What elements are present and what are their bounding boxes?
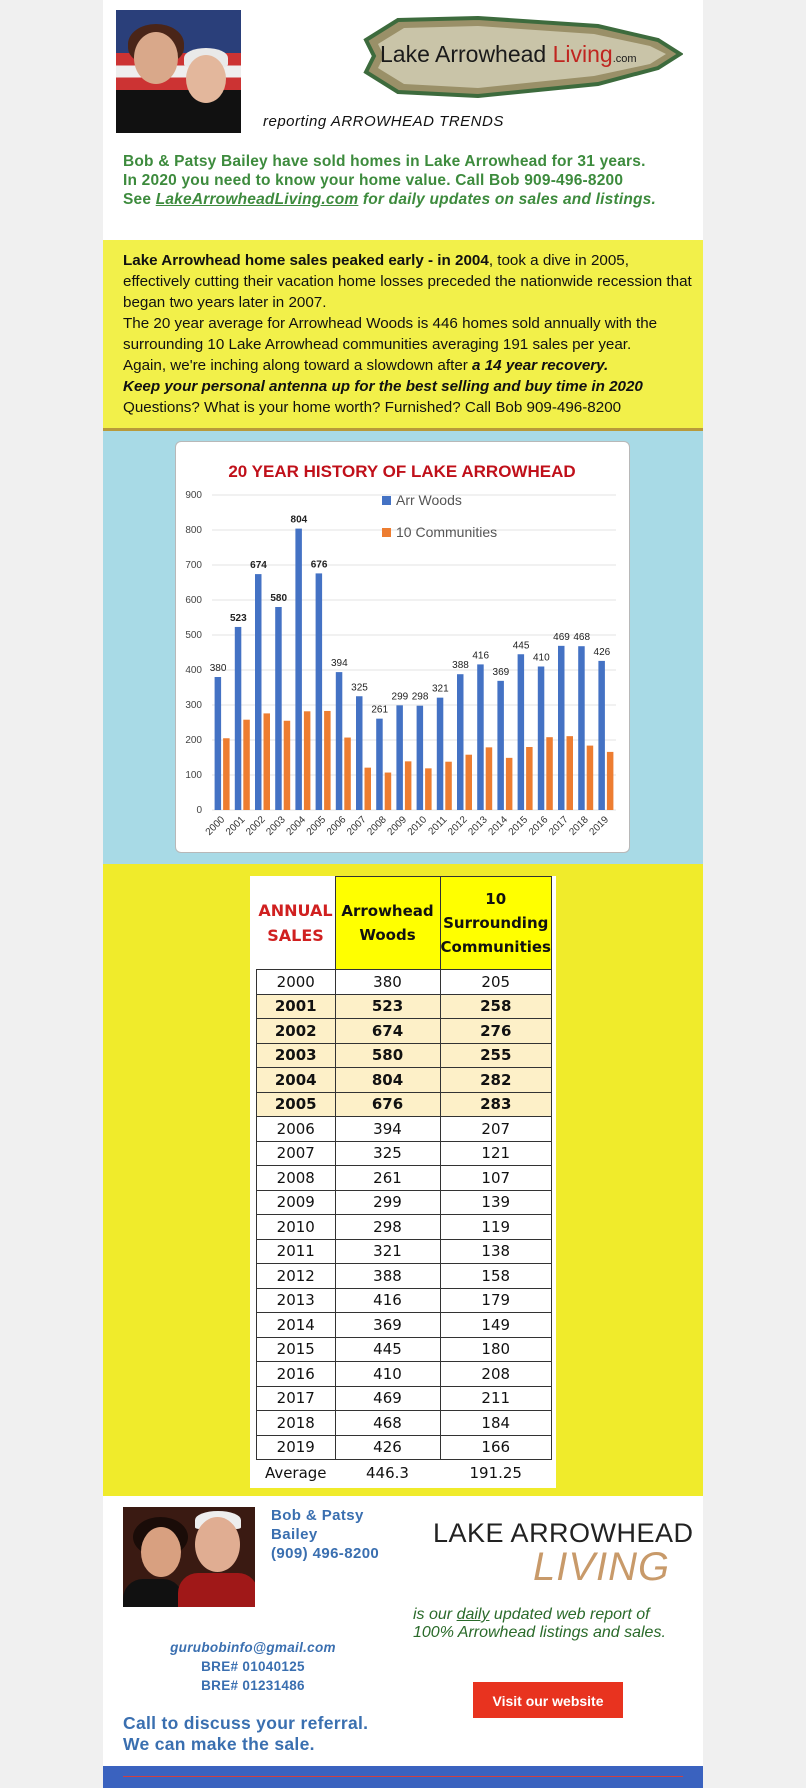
y-tick-label: 0: [196, 805, 202, 816]
x-tick-label: 2019: [587, 814, 612, 838]
agents-photo: [116, 10, 241, 133]
table-cell-year: 2017: [257, 1386, 336, 1411]
intro-text: Bob & Patsy Bailey have sold homes in Lake Arrowhead for 31 years. In 2020 you need to know your home value. Call Bob 909-496-8200 See LakeArrowheadLiving.com for daily updates on sales and listings.: [123, 153, 656, 208]
sales-history-chart: [176, 442, 629, 852]
lake-arrowhead-living-logo[interactable]: [358, 10, 683, 102]
table-header-row: [257, 877, 552, 970]
bar-10-communities: [365, 768, 372, 810]
table-cell-woods: 380: [335, 970, 440, 995]
table-cell-comm: 158: [440, 1264, 551, 1289]
trend-heading: reporting ARROWHEAD TRENDS: [263, 113, 504, 130]
table-cell-year: 2011: [257, 1239, 336, 1264]
bre-number-1: BRE# 01040125: [201, 1659, 305, 1674]
bar-10-communities: [243, 720, 250, 810]
table-row: [257, 1288, 552, 1313]
bar-10-communities: [405, 761, 412, 810]
table-cell-woods: 676: [335, 1092, 440, 1117]
x-tick-label: 2005: [304, 814, 329, 838]
table-cell-woods: 580: [335, 1043, 440, 1068]
bar-arr-woods: [275, 607, 282, 810]
bar-arr-woods: [437, 698, 444, 810]
data-label: 410: [532, 652, 550, 664]
data-label: 426: [593, 646, 611, 658]
table-row: [257, 1435, 552, 1460]
table-cell-year: 2012: [257, 1264, 336, 1289]
bar-arr-woods: [235, 627, 242, 810]
call-to-action: Call to discuss your referral. We can make the sale.: [123, 1713, 369, 1754]
table-cell-year: 2015: [257, 1337, 336, 1362]
header-annual-sales: ANNUAL SALES: [258, 900, 333, 945]
data-label: 445: [512, 640, 530, 652]
bar-10-communities: [607, 752, 614, 810]
bar-arr-woods: [417, 706, 424, 810]
table-row: [257, 1411, 552, 1436]
highlight-p5: Questions? What is your home worth? Furnished? Call Bob 909-496-8200: [123, 399, 622, 416]
data-label: 394: [330, 658, 348, 670]
newsletter-page: [103, 0, 703, 1788]
data-label: 580: [270, 593, 288, 604]
header-surrounding-communities: 10 Surrounding Communities: [440, 877, 551, 970]
highlight-p1: Lake Arrowhead home sales peaked early - in 2004, took a dive in 2005, effectively cutting their vacation home losses preceded the nationwide recession that began two years later in 2007.: [123, 252, 692, 311]
bar-10-communities: [425, 768, 432, 810]
x-tick-label: 2000: [203, 814, 228, 838]
data-label: 416: [472, 650, 490, 662]
table-card: [250, 876, 556, 1488]
data-label: 468: [573, 632, 591, 644]
lake-arrowhead-living-link[interactable]: LakeArrowheadLiving.com: [155, 191, 359, 208]
bar-arr-woods: [538, 667, 545, 811]
table-row: [257, 1386, 552, 1411]
bar-arr-woods: [336, 672, 343, 810]
average-cell-label: Average: [264, 1464, 327, 1482]
highlight-panel: [103, 240, 703, 431]
table-cell-comm: 138: [440, 1239, 551, 1264]
table-row: [257, 1141, 552, 1166]
highlight-p3: Again, we're inching along toward a slowdown after a 14 year recovery.: [123, 357, 609, 374]
x-tick-label: 2013: [466, 814, 490, 838]
chart-card: [175, 441, 630, 853]
table-cell-woods: 261: [335, 1166, 440, 1191]
email-link[interactable]: gurubobinfo@gmail.com: [170, 1640, 336, 1655]
highlight-p2: The 20 year average for Arrowhead Woods is 446 homes sold annually with the surrounding 10 Lake Arrowhead communities averaging 191 sales per year.: [123, 315, 658, 353]
data-label: 299: [391, 691, 409, 703]
table-cell-year: 2009: [257, 1190, 336, 1215]
table-cell-comm: 166: [440, 1435, 551, 1460]
bar-10-communities: [567, 736, 574, 810]
y-tick-label: 400: [185, 665, 202, 676]
bar-10-communities: [223, 738, 230, 810]
table-row: [257, 1313, 552, 1338]
logo-text: Lake Arrowhead Living.com: [380, 41, 637, 67]
table-average-row: [257, 1460, 552, 1487]
table-cell-comm: 207: [440, 1117, 551, 1142]
bar-10-communities: [304, 711, 311, 810]
bar-arr-woods: [295, 529, 302, 810]
bar-arr-woods: [598, 661, 605, 810]
bar-10-communities: [546, 737, 553, 810]
table-cell-comm: 276: [440, 1019, 551, 1044]
table-cell-woods: 298: [335, 1215, 440, 1240]
table-cell-comm: 121: [440, 1141, 551, 1166]
data-label: 676: [310, 559, 328, 571]
bar-10-communities: [466, 755, 473, 810]
data-label: 298: [411, 691, 429, 703]
table-cell-woods: 445: [335, 1337, 440, 1362]
table-cell-woods: 369: [335, 1313, 440, 1338]
footer-bar: [103, 1766, 703, 1788]
legend-swatch: [382, 528, 391, 537]
table-cell-comm: 119: [440, 1215, 551, 1240]
bar-10-communities: [526, 747, 533, 810]
bar-arr-woods: [356, 696, 363, 810]
table-cell-year: 2013: [257, 1288, 336, 1313]
table-cell-woods: 394: [335, 1117, 440, 1142]
y-tick-label: 900: [185, 490, 202, 501]
x-tick-label: 2003: [264, 814, 288, 838]
legend-label: 10 Communities: [396, 524, 498, 540]
bar-arr-woods: [518, 654, 525, 810]
table-cell-comm: 283: [440, 1092, 551, 1117]
footer-divider: [123, 1776, 683, 1777]
x-tick-label: 2010: [405, 814, 430, 838]
data-label: 261: [371, 704, 389, 716]
data-label: 388: [452, 660, 469, 672]
table-cell-year: 2004: [257, 1068, 336, 1093]
table-cell-comm: 258: [440, 994, 551, 1019]
x-tick-label: 2001: [223, 814, 248, 838]
agent-names: Bob & Patsy Bailey (909) 496-8200: [271, 1507, 380, 1562]
x-tick-label: 2004: [284, 814, 309, 838]
x-tick-label: 2008: [365, 814, 389, 838]
table-cell-woods: 299: [335, 1190, 440, 1215]
bar-arr-woods: [578, 646, 585, 810]
chart-title: 20 YEAR HISTORY OF LAKE ARROWHEAD: [228, 462, 576, 481]
table-section: [103, 864, 703, 1496]
x-tick-label: 2018: [567, 814, 591, 838]
table-row: [257, 970, 552, 995]
table-cell-woods: 426: [335, 1435, 440, 1460]
table-cell-comm: 211: [440, 1386, 551, 1411]
x-tick-label: 2007: [345, 814, 369, 838]
table-row: [257, 994, 552, 1019]
highlight-p4: Keep your personal antenna up for the best selling and buy time in 2020: [123, 378, 643, 395]
visit-website-button[interactable]: Visit our website: [473, 1682, 623, 1718]
table-row: [257, 1043, 552, 1068]
table-cell-comm: 184: [440, 1411, 551, 1436]
table-row: [257, 1239, 552, 1264]
legend-swatch: [382, 496, 391, 505]
legend-label: Arr Woods: [396, 492, 462, 508]
table-row: [257, 1019, 552, 1044]
table-cell-year: 2002: [257, 1019, 336, 1044]
x-tick-label: 2014: [486, 814, 511, 838]
bar-arr-woods: [316, 573, 323, 810]
data-label: 469: [553, 631, 570, 643]
bar-10-communities: [445, 762, 452, 810]
y-tick-label: 500: [185, 630, 202, 641]
bar-10-communities: [264, 713, 271, 810]
bar-10-communities: [587, 746, 594, 810]
table-cell-year: 2016: [257, 1362, 336, 1387]
bar-arr-woods: [477, 664, 484, 810]
table-cell-comm: 180: [440, 1337, 551, 1362]
bar-arr-woods: [558, 646, 565, 810]
x-tick-label: 2015: [506, 814, 531, 838]
header-arrowhead-woods: Arrowhead Woods: [335, 877, 440, 970]
table-cell-comm: 282: [440, 1068, 551, 1093]
table-row: [257, 1264, 552, 1289]
bar-10-communities: [284, 721, 291, 810]
footer-tagline: is our daily updated web report of 100% Arrowhead listings and sales.: [413, 1606, 666, 1641]
table-cell-year: 2007: [257, 1141, 336, 1166]
y-tick-label: 300: [185, 700, 202, 711]
y-tick-label: 600: [185, 595, 202, 606]
table-cell-year: 2003: [257, 1043, 336, 1068]
footer-logo-line1: LAKE ARROWHEAD: [433, 1518, 694, 1548]
table-cell-comm: 149: [440, 1313, 551, 1338]
table-cell-year: 2001: [257, 994, 336, 1019]
y-tick-label: 100: [185, 770, 202, 781]
bar-arr-woods: [255, 574, 262, 810]
table-row: [257, 1117, 552, 1142]
table-cell-comm: 107: [440, 1166, 551, 1191]
table-row: [257, 1068, 552, 1093]
table-cell-comm: 208: [440, 1362, 551, 1387]
bar-10-communities: [324, 711, 331, 810]
bar-arr-woods: [457, 674, 464, 810]
x-tick-label: 2002: [244, 814, 268, 838]
table-cell-year: 2010: [257, 1215, 336, 1240]
footer-logo-line2: LIVING: [533, 1545, 671, 1589]
table-cell-woods: 325: [335, 1141, 440, 1166]
table-cell-year: 2005: [257, 1092, 336, 1117]
bar-arr-woods: [396, 705, 403, 810]
table-cell-woods: 410: [335, 1362, 440, 1387]
table-cell-year: 2008: [257, 1166, 336, 1191]
annual-sales-table: [256, 876, 552, 1486]
x-tick-label: 2016: [526, 814, 551, 838]
agents-photo-footer: [123, 1507, 255, 1607]
agent-phone: (909) 496-8200: [271, 1545, 380, 1562]
data-label: 380: [209, 663, 227, 674]
table-cell-comm: 139: [440, 1190, 551, 1215]
average-cell-woods: 446.3: [366, 1464, 409, 1482]
y-tick-label: 800: [185, 525, 202, 536]
data-label: 325: [351, 682, 368, 694]
contact-block: [123, 1638, 383, 1695]
bar-arr-woods: [376, 719, 383, 810]
data-label: 369: [492, 666, 510, 678]
table-cell-year: 2014: [257, 1313, 336, 1338]
y-tick-label: 200: [185, 735, 202, 746]
table-row: [257, 1362, 552, 1387]
table-cell-woods: 523: [335, 994, 440, 1019]
table-cell-woods: 321: [335, 1239, 440, 1264]
table-cell-woods: 469: [335, 1386, 440, 1411]
table-row: [257, 1337, 552, 1362]
table-cell-comm: 179: [440, 1288, 551, 1313]
table-row: [257, 1215, 552, 1240]
table-cell-woods: 388: [335, 1264, 440, 1289]
data-label: 321: [431, 683, 449, 695]
table-cell-comm: 205: [440, 970, 551, 995]
bar-10-communities: [385, 773, 392, 810]
table-cell-year: 2018: [257, 1411, 336, 1436]
table-cell-comm: 255: [440, 1043, 551, 1068]
table-cell-woods: 416: [335, 1288, 440, 1313]
bar-10-communities: [486, 747, 493, 810]
average-cell-comm: 191.25: [469, 1464, 522, 1482]
bar-arr-woods: [215, 677, 222, 810]
y-tick-label: 700: [185, 560, 202, 571]
table-row: [257, 1190, 552, 1215]
bre-number-2: BRE# 01231486: [201, 1678, 305, 1693]
x-tick-label: 2017: [547, 814, 571, 838]
bar-10-communities: [344, 738, 351, 810]
x-tick-label: 2012: [446, 814, 470, 838]
table-row: [257, 1092, 552, 1117]
x-tick-label: 2006: [324, 814, 349, 838]
table-row: [257, 1166, 552, 1191]
data-label: 523: [229, 612, 247, 624]
bar-10-communities: [506, 758, 513, 810]
data-label: 804: [290, 514, 308, 526]
x-tick-label: 2011: [426, 814, 450, 838]
table-cell-woods: 674: [335, 1019, 440, 1044]
table-cell-year: 2000: [257, 970, 336, 995]
table-cell-woods: 804: [335, 1068, 440, 1093]
bar-arr-woods: [497, 681, 504, 810]
table-cell-woods: 468: [335, 1411, 440, 1436]
table-cell-year: 2006: [257, 1117, 336, 1142]
chart-section: [103, 431, 703, 864]
table-cell-year: 2019: [257, 1435, 336, 1460]
data-label: 674: [250, 560, 267, 572]
x-tick-label: 2009: [385, 814, 410, 838]
